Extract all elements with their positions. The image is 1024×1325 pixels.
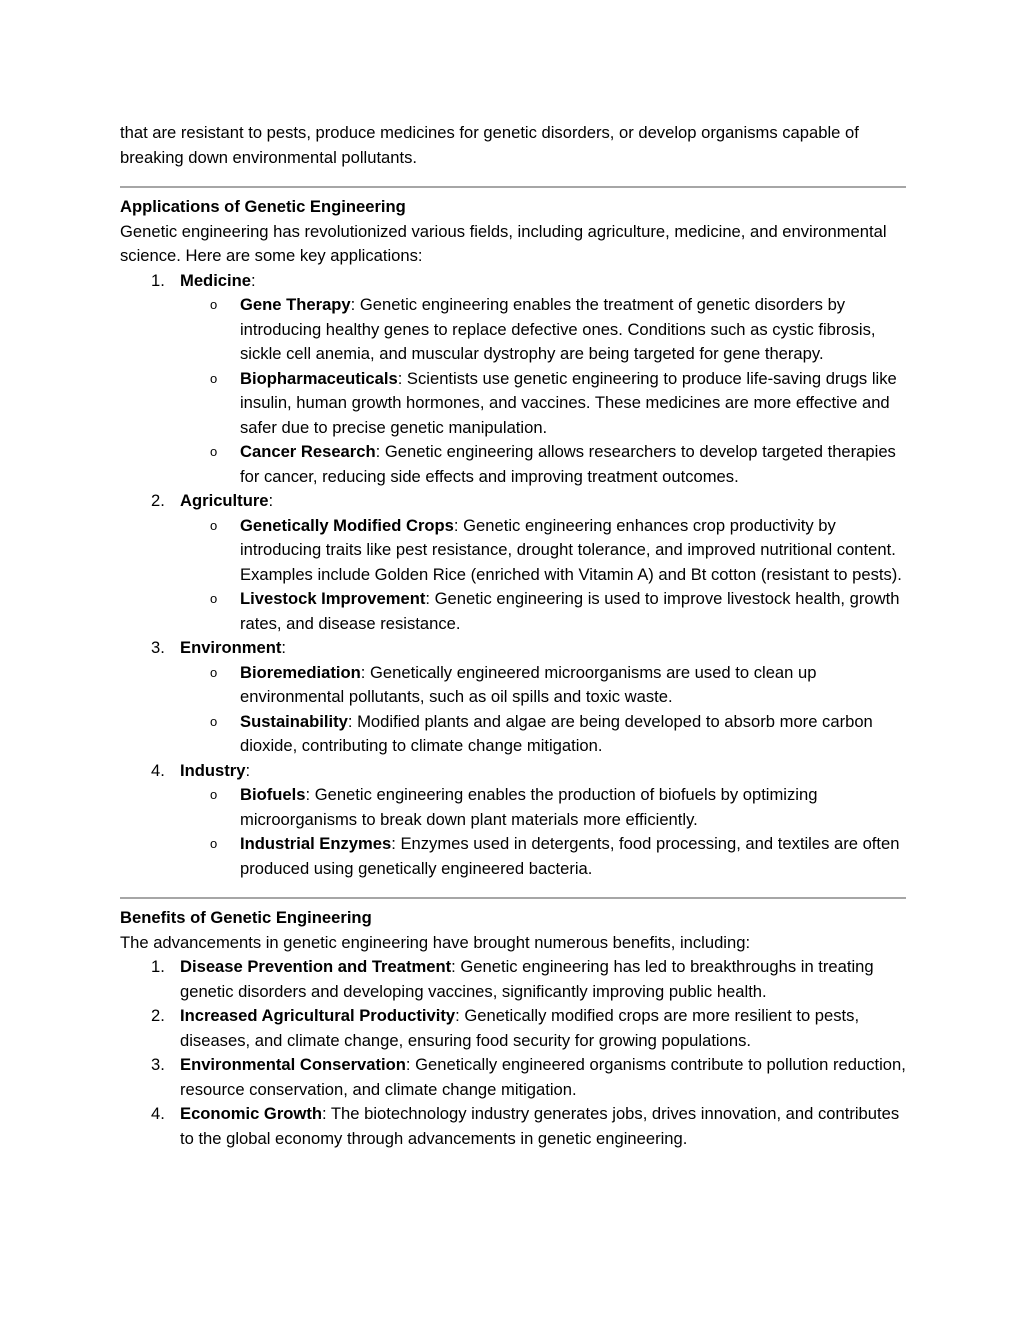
benefit-item bbox=[120, 1004, 906, 1053]
circle-bullet-icon: o bbox=[210, 591, 218, 606]
benefit-label: Environmental Conservation bbox=[180, 1055, 406, 1074]
circle-bullet-icon: o bbox=[210, 836, 218, 851]
sub-item-text: : Scientists use genetic engineering to produce life-saving drugs like insulin, human growth hormones, and vaccines. These medicines are more effective and safer due to precise genetic manipulation. bbox=[240, 368, 897, 437]
sub-item-label: Genetically Modified Crops bbox=[240, 515, 454, 535]
sub-item bbox=[180, 293, 906, 367]
applications-intro: Genetic engineering has revolutionized various fields, including agriculture, medicine, and environmental science. Here are some key applications: bbox=[120, 221, 887, 265]
application-item-medicine: 1. Medicine: o Gene Therapy: Genetic engineering enables the treatment of genetic disorders by introducing healthy genes to replace defective ones. Conditions such as cystic fibrosis, sickle cell anemia, and muscular dystrophy are being targeted for gene therapy. o Biopharmaceuticals: Scientists use genetic engineering to produce life-saving drugs like insulin, human growth hormones, and vaccines. These medicines are more effective and safer due to precise genetic manipulation. o Cancer Research: Genetic engineering allows researchers to develop targeted therapies for cancer, reducing side effects and improving treatment outcomes. bbox=[120, 269, 906, 490]
sub-item-text: : Enzymes used in detergents, food processing, and textiles are often produced using genetically engineered bacteria. bbox=[240, 834, 900, 878]
sub-item-label: Livestock Improvement bbox=[240, 589, 426, 608]
list-number: 1. bbox=[151, 270, 165, 290]
document-page bbox=[120, 121, 906, 1151]
benefits-heading: Benefits of Genetic Engineering bbox=[120, 908, 372, 927]
applications-list bbox=[120, 269, 906, 882]
benefit-item bbox=[120, 955, 906, 1004]
circle-bullet-icon: o bbox=[210, 444, 218, 459]
benefits-list bbox=[120, 955, 906, 1151]
benefits-intro: The advancements in genetic engineering have brought numerous benefits, including: bbox=[120, 932, 751, 952]
circle-bullet-icon: o bbox=[210, 713, 218, 729]
sub-item bbox=[180, 783, 906, 832]
sub-item bbox=[180, 367, 906, 441]
application-item-industry: 4. Industry: o Biofuels: Genetic engineering enables the production of biofuels by optimizing microorganisms to break down plant materials more efficiently. o Industrial Enzymes: Enzymes used in detergents, food processing, and textiles are often produced using genetically engineered bacteria. bbox=[120, 759, 906, 882]
circle-bullet-icon: o bbox=[210, 664, 218, 680]
sub-item-label: Biofuels bbox=[240, 785, 306, 804]
sub-item bbox=[180, 587, 906, 636]
sub-item-label: Cancer Research bbox=[240, 442, 376, 461]
sub-item bbox=[180, 661, 906, 710]
sub-item bbox=[180, 440, 906, 489]
sub-item-text: : Modified plants and algae are being developed to absorb more carbon dioxide, contributing to climate change mitigation. bbox=[240, 711, 873, 755]
benefit-text: : Genetically modified crops are more resilient to pests, diseases, and climate change, ensuring food security for growing populations. bbox=[180, 1006, 860, 1050]
list-number: 4. bbox=[151, 1104, 165, 1123]
benefit-item bbox=[120, 1053, 906, 1102]
circle-bullet-icon: o bbox=[210, 787, 218, 802]
sub-item-label: Gene Therapy bbox=[240, 295, 351, 314]
benefit-label: Disease Prevention and Treatment bbox=[180, 957, 452, 976]
benefit-label: Economic Growth bbox=[180, 1104, 322, 1123]
application-label: Agriculture bbox=[180, 491, 269, 510]
sub-item bbox=[180, 710, 906, 759]
list-number: 3. bbox=[151, 1055, 165, 1074]
benefit-label: Increased Agricultural Productivity bbox=[180, 1006, 456, 1025]
sub-item bbox=[180, 832, 906, 881]
application-label: Environment bbox=[180, 638, 282, 657]
list-number: 3. bbox=[151, 638, 165, 657]
benefit-text: : The biotechnology industry generates jobs, drives innovation, and contributes to the global economy through advancements in genetic engineering. bbox=[180, 1104, 900, 1148]
sub-list bbox=[180, 783, 906, 881]
sub-list bbox=[180, 661, 906, 759]
sub-item-text: : Genetic engineering enables the treatment of genetic disorders by introducing healthy genes to replace defective ones. Conditions such as cystic fibrosis, sickle cell anemia, and muscular dystrophy are being targeted for gene therapy. bbox=[240, 295, 876, 363]
sub-list bbox=[180, 293, 906, 489]
benefit-item bbox=[120, 1102, 906, 1151]
benefits-section bbox=[120, 906, 906, 1151]
circle-bullet-icon: o bbox=[210, 517, 218, 533]
sub-item-text: : Genetically engineered microorganisms are used to clean up environmental pollutants, such as oil spills and toxic waste. bbox=[240, 662, 817, 706]
sub-item bbox=[180, 514, 906, 588]
sub-item-label: Industrial Enzymes bbox=[240, 834, 392, 853]
list-number: 1. bbox=[151, 957, 165, 976]
circle-bullet-icon: o bbox=[210, 370, 218, 386]
sub-list bbox=[180, 514, 906, 637]
sub-item-text: : Genetic engineering enhances crop productivity by introducing traits like pest resistance, drought tolerance, and improved nutritional content. Examples include Golden Rice (enriched with Vitamin A) and Bt cotton (resistant to pests). bbox=[240, 515, 902, 584]
sub-item-label: Bioremediation bbox=[240, 662, 361, 682]
sub-item-label: Sustainability bbox=[240, 711, 348, 731]
section-divider bbox=[120, 897, 906, 899]
list-number: 2. bbox=[151, 491, 165, 510]
sub-item-label: Biopharmaceuticals bbox=[240, 368, 398, 388]
application-label: Medicine bbox=[180, 270, 252, 290]
application-item-agriculture: 2. Agriculture: o Genetically Modified Crops: Genetic engineering enhances crop productivity by introducing traits like pest resistance, drought tolerance, and improved nutritional content. Examples include Golden Rice (enriched with Vitamin A) and Bt cotton (resistant to pests). o Livestock Improvement: Genetic engineering is used to improve livestock health, growth rates, and disease resistance. bbox=[120, 489, 906, 636]
circle-bullet-icon: o bbox=[210, 297, 218, 312]
benefit-text: : Genetic engineering has led to breakthroughs in treating genetic disorders and developing vaccines, significantly improving public health. bbox=[180, 957, 874, 1001]
section-divider bbox=[120, 186, 906, 188]
applications-heading: Applications of Genetic Engineering bbox=[120, 197, 406, 216]
application-label: Industry bbox=[180, 760, 246, 780]
sub-item-text: : Genetic engineering enables the production of biofuels by optimizing microorganisms to break down plant materials more efficiently. bbox=[240, 785, 818, 829]
benefit-text: : Genetically engineered organisms contribute to pollution reduction, resource conservation, and climate change mitigation. bbox=[180, 1055, 906, 1099]
intro-paragraph: that are resistant to pests, produce medicines for genetic disorders, or develop organisms capable of breaking down environmental pollutants. bbox=[120, 123, 859, 167]
sub-item-text: : Genetic engineering is used to improve livestock health, growth rates, and disease resistance. bbox=[240, 589, 900, 633]
application-item-environment: 3. Environment: o Bioremediation: Genetically engineered microorganisms are used to clean up environmental pollutants, such as oil spills and toxic waste. o Sustainability: Modified plants and algae are being developed to absorb more carbon dioxide, contributing to climate change mitigation. bbox=[120, 636, 906, 759]
list-number: 2. bbox=[151, 1006, 165, 1025]
sub-item-text: : Genetic engineering allows researchers to develop targeted therapies for cancer, reducing side effects and improving treatment outcomes. bbox=[240, 442, 896, 486]
list-number: 4. bbox=[151, 760, 165, 780]
applications-section bbox=[120, 195, 906, 881]
